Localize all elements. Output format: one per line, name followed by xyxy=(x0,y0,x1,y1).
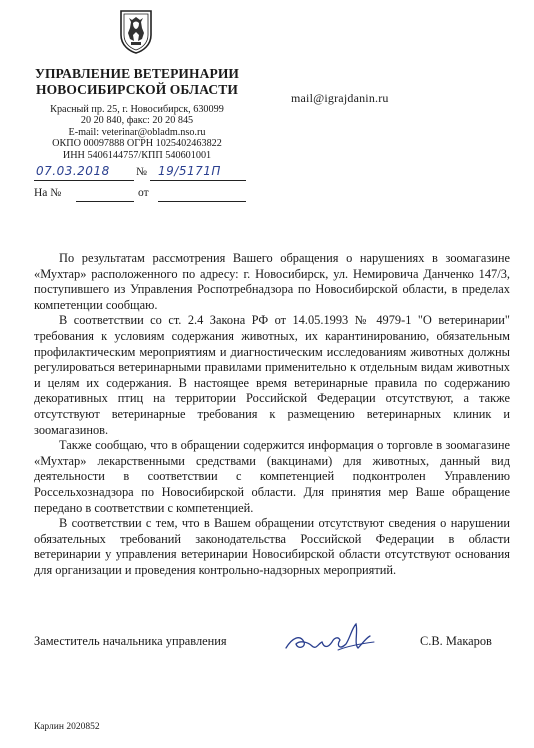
signature-block xyxy=(34,628,514,664)
body-paragraph-3: Также сообщаю, что в обращении содержится информация о торговле в зоомагазине «Мухтар» лекарственными средствами (вакцинами) для животных, данный вид деятельности в соответствии с компетенцией подконтролен Управлению Россельхознадзора по Новосибирской области. Для принятия мер Ваше обращение передано в соответствии с компетенцией. xyxy=(34,438,510,515)
signatory-title: Заместитель начальника управления xyxy=(34,634,227,648)
outgoing-number: 19/5171П xyxy=(158,164,221,178)
org-inn: ИНН 5406144757/КПП 540601001 xyxy=(62,149,212,161)
handwritten-signature xyxy=(278,616,382,662)
executor-note: Карлин 2020852 xyxy=(34,722,100,732)
org-title-line1: УПРАВЛЕНИЕ ВЕТЕРИНАРИИ xyxy=(34,66,240,81)
signatory-name: С.В. Макаров xyxy=(420,634,492,648)
reference-line xyxy=(34,187,246,203)
body-paragraph-1: По результатам рассмотрения Вашего обращения о нарушениях в зоомагазине «Мухтар» расположенного по адресу: г. Новосибирск, ул. Немировича Данченко 147/3, поступившего из Управления Роспотребнадзора по Новосибирской области, в пределах компетенции сообщаю. xyxy=(34,251,510,312)
organization-title xyxy=(30,66,244,98)
ref-number-label: На № xyxy=(34,187,62,199)
body-paragraph-2: В соответствии со ст. 2.4 Закона РФ от 14.05.1993 № 4979-1 "О ветеринарии" требования к условиям содержания животных, их карантинированию, обязательным профилактическим мероприятиям и диагностическим исследованиям животных должны регулироваться ветеринарными правилами применительно к отдельным видам животных и целям их содержания. В настоящее время ветеринарные правила по содержанию декоративных птиц на территории Российской Федерации отсутствуют, а также отсутствуют ветеринарные требования к размещению ветеринарных клиник и зоомагазинов. xyxy=(34,313,510,437)
org-email: E-mail: veterinar@obladm.nso.ru xyxy=(68,126,206,138)
ref-date-blank xyxy=(158,187,246,202)
outgoing-date: 07.03.2018 xyxy=(36,164,110,178)
org-address: Красный пр. 25, г. Новосибирск, 630099 xyxy=(50,104,224,115)
org-okpo: ОКПО 00097888 ОГРН 1025402463822 xyxy=(52,138,222,150)
ref-number-blank xyxy=(76,187,134,202)
org-title-line2: НОВОСИБИРСКОЙ ОБЛАСТИ xyxy=(36,82,238,97)
outgoing-number-label: № xyxy=(136,166,147,178)
outgoing-registration-line xyxy=(34,166,246,182)
organization-details xyxy=(30,104,244,161)
letter-body xyxy=(34,251,510,578)
ref-from-label: от xyxy=(138,187,149,199)
org-phone: 20 20 840, факс: 20 20 845 xyxy=(80,115,194,127)
recipient-email: mail@igrajdanin.ru xyxy=(291,91,389,105)
body-paragraph-4: В соответствии с тем, что в Вашем обращении отсутствуют сведения о нарушении обязательных требований законодательства Российской Федерации в области ветеринарии у управления ветеринарии Новосибирской области отсутствуют основания для организации и проведения контрольно-надзорных мероприятий. xyxy=(34,516,510,577)
coat-of-arms-emblem xyxy=(118,8,154,54)
